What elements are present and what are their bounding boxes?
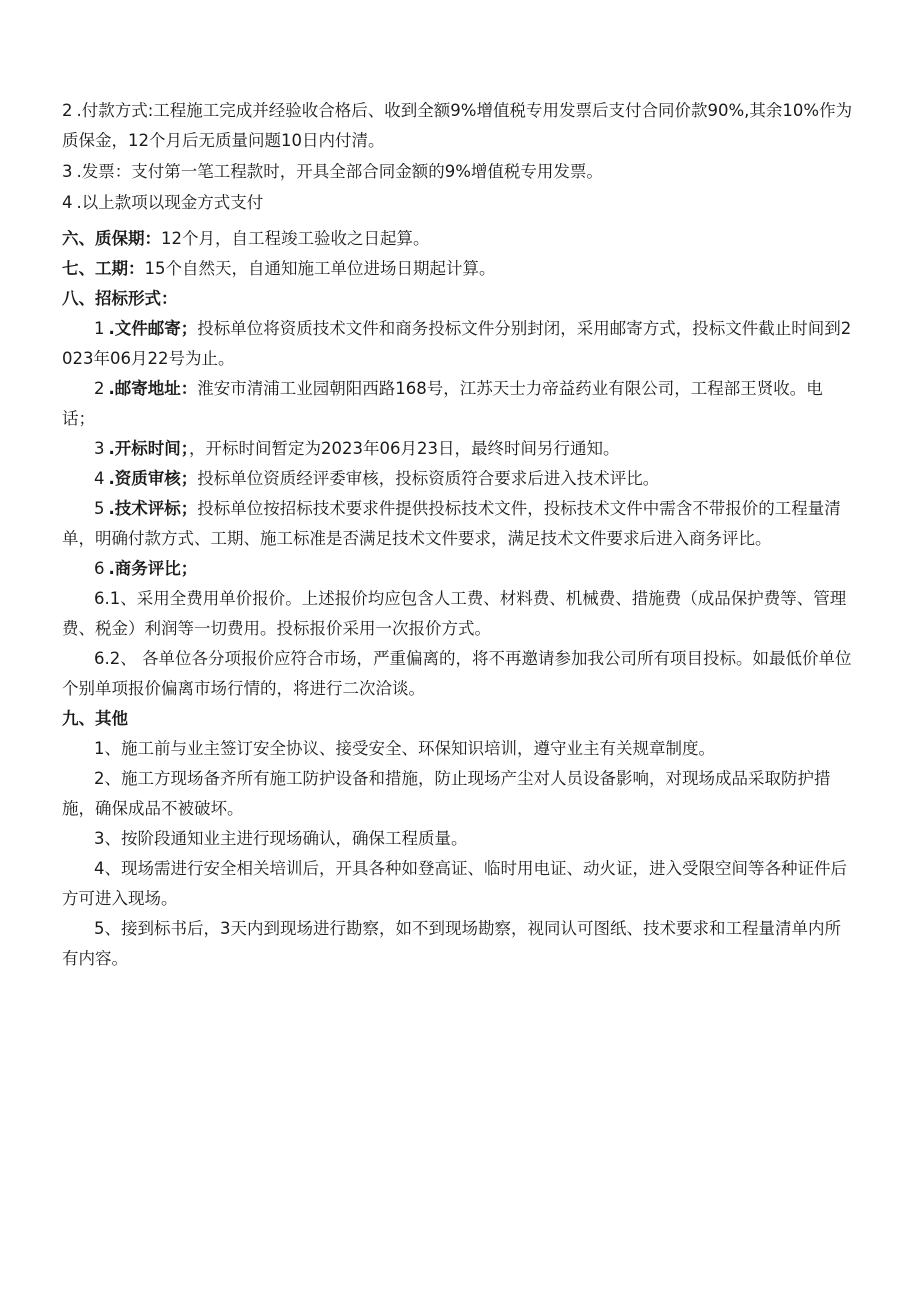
other-item-3: 3、按阶段通知业主进行现场确认，确保工程质量。: [94, 829, 468, 848]
bidding-heading: 八、招标形式：: [62, 289, 178, 308]
other-item-5: 5、接到标书后，3天内到现场进行勘察，如不到现场勘察，视同认可图纸、技术要求和工程量清单内所有内容。: [62, 919, 841, 968]
other-heading: 九、其他: [62, 709, 128, 728]
other-item-4: 4、现场需进行安全相关培训后，开具各种如登高证、临时用电证、动火证，进入受限空间等各种证件后方可进入现场。: [62, 859, 847, 908]
other-item-2: 2、施工方现场备齐所有施工防护设备和措施，防止现场产尘对人员设备影响，对现场成品采取防护措施，确保成品不被破坏。: [62, 769, 831, 818]
payment-item-3: 3 .发票：支付第一笔工程款时，开具全部合同金额的9%增值税专用发票。: [62, 162, 603, 181]
bidding-sub-6-1: 6.1、采用全费用单价报价。上述报价均应包含人工费、材料费、机械费、措施费（成品保护费等、管理费、税金）利润等一切费用。投标报价采用一次报价方式。: [62, 589, 847, 638]
bidding-item-1: 1 .文件邮寄；投标单位将资质技术文件和商务投标文件分别封闭，采用邮寄方式，投标文件截止时间到2023年06月22号为止。: [62, 319, 852, 368]
payment-item-2: 2 .付款方式:工程施工完成并经验收合格后、收到全额9%增值税专用发票后支付合同价款90%,其余10%作为质保金，12个月后无质量问题10日内付清。: [62, 101, 853, 150]
payment-item-4: 4 .以上款项以现金方式支付: [62, 193, 264, 212]
bidding-item-2: 2 .邮寄地址：淮安市清浦工业园朝阳西路168号，江苏天士力帝益药业有限公司，工程部王贤收。电话；: [62, 379, 823, 428]
schedule-section: 七、工期：15个自然天，自通知施工单位进场日期起计算。: [62, 259, 496, 278]
bidding-item-5: 5 .技术评标；投标单位按招标技术要求件提供投标技术文件，投标技术文件中需含不带报价的工程量清单，明确付款方式、工期、施工标准是否满足技术文件要求，满足技术文件要求后进入商务评比。: [62, 499, 841, 548]
warranty-heading: 六、质保期：: [62, 229, 161, 248]
bidding-item-6: 6 .商务评比；: [94, 559, 198, 578]
document-body: [62, 96, 854, 974]
other-item-1: 1、施工前与业主签订安全协议、接受安全、环保知识培训，遵守业主有关规章制度。: [94, 739, 715, 758]
schedule-heading: 七、工期：: [62, 259, 145, 278]
bidding-item-4: 4 .资质审核；投标单位资质经评委审核，投标资质符合要求后进入技术评比。: [94, 469, 660, 488]
warranty-section: 六、质保期：12个月，自工程竣工验收之日起算。: [62, 229, 430, 248]
bidding-sub-6-2: 6.2、 各单位各分项报价应符合市场，严重偏离的，将不再邀请参加我公司所有项目投标。如最低价单位个别单项报价偏离市场行情的，将进行二次洽谈。: [62, 649, 852, 698]
bidding-item-3: 3 .开标时间；，开标时间暂定为2023年06月23日，最终时间另行通知。: [94, 439, 620, 458]
